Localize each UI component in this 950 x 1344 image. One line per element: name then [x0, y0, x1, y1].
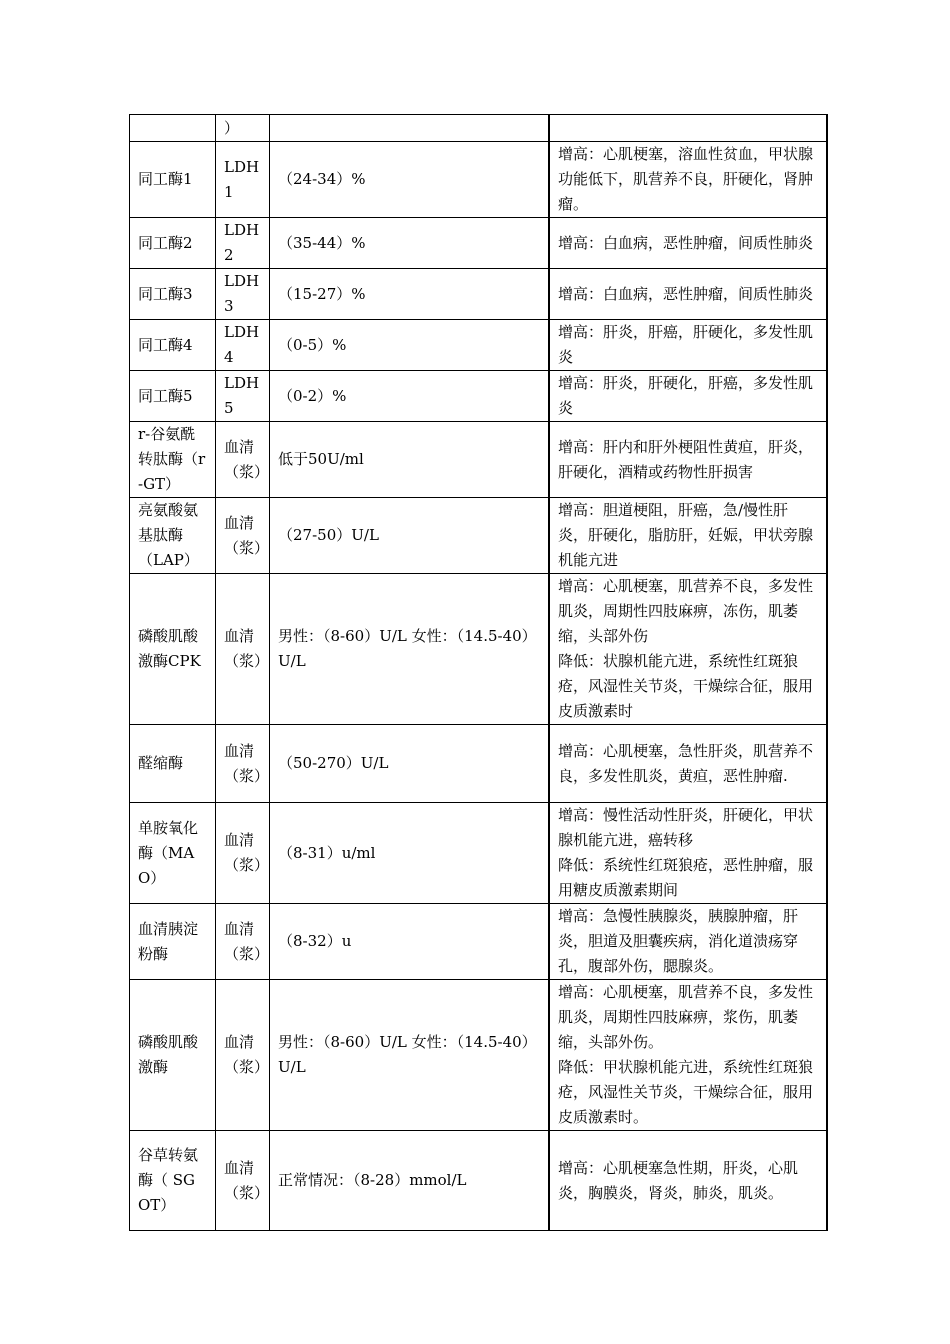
- clinical-notes-cell: [549, 371, 827, 422]
- clinical-note-paragraph: 增高：心肌梗塞，肌营养不良，多发性肌炎，周期性四肢麻痹，浆伤，肌萎缩，头部外伤。: [558, 983, 814, 1051]
- clinical-note-paragraph: 增高：肝炎，肝癌，肝硬化，多发性肌炎: [558, 323, 814, 366]
- reference-range-cell: 男性：（8-60）U/L 女性：（14.5-40）U/L: [270, 574, 550, 725]
- reference-range-cell: 正常情况：（8-28）mmol/L: [270, 1131, 550, 1231]
- specimen-cell: LDH2: [216, 218, 270, 269]
- table-row: [130, 320, 828, 371]
- table-row: [130, 115, 828, 142]
- clinical-note-paragraph: 增高：心肌梗塞，溶血性贫血，甲状腺功能低下，肌营养不良，肝硬化，肾肿瘤。: [558, 145, 814, 213]
- clinical-note-paragraph: 增高：白血病，恶性肿瘤，间质性肺炎: [558, 233, 814, 252]
- enzyme-name-cell: 同工酶4: [130, 320, 216, 371]
- specimen-cell: LDH3: [216, 269, 270, 320]
- clinical-notes-cell: [549, 803, 827, 904]
- reference-range-cell: （24-34）%: [270, 142, 550, 218]
- clinical-notes-cell: [549, 574, 827, 725]
- enzyme-name-cell: 同工酶2: [130, 218, 216, 269]
- specimen-cell: 血清（浆）: [216, 574, 270, 725]
- clinical-note-paragraph: 降低：系统性红斑狼疮，恶性肿瘤，服用糖皮质激素期间: [558, 856, 814, 899]
- table-row: [130, 218, 828, 269]
- clinical-note-paragraph: 降低：状腺机能亢进，系统性红斑狼疮，风湿性关节炎，干燥综合征，服用皮质激素时: [558, 652, 814, 720]
- enzyme-name-cell: 同工酶5: [130, 371, 216, 422]
- table-row: [130, 725, 828, 803]
- clinical-note-paragraph: 增高：胆道梗阻，肝癌，急/慢性肝炎，肝硬化，脂肪肝，妊娠，甲状旁腺机能亢进: [558, 501, 814, 569]
- table-row: [130, 803, 828, 904]
- clinical-notes-cell: [549, 904, 827, 980]
- reference-range-cell: [270, 115, 550, 142]
- specimen-cell: 血清（浆）: [216, 803, 270, 904]
- clinical-notes-cell: [549, 725, 827, 803]
- clinical-notes-cell: [549, 218, 827, 269]
- enzyme-name-cell: 同工酶3: [130, 269, 216, 320]
- reference-range-cell: （8-31）u/ml: [270, 803, 550, 904]
- clinical-notes-cell: [549, 1131, 827, 1231]
- enzyme-name-cell: 血清胰淀粉酶: [130, 904, 216, 980]
- specimen-cell: 血清（浆）: [216, 980, 270, 1131]
- clinical-note-paragraph: 增高：肝内和肝外梗阻性黄疸，肝炎，肝硬化，酒精或药物性肝损害: [558, 437, 814, 481]
- reference-range-cell: 低于50U/ml: [270, 422, 550, 498]
- table-row: [130, 498, 828, 574]
- specimen-cell: LDH4: [216, 320, 270, 371]
- clinical-notes-cell: [549, 115, 827, 142]
- specimen-cell: 血清（浆）: [216, 1131, 270, 1231]
- enzyme-name-cell: 磷酸肌酸激酶: [130, 980, 216, 1131]
- specimen-cell: 血清（浆）: [216, 422, 270, 498]
- enzyme-name-cell: 醛缩酶: [130, 725, 216, 803]
- table-row: [130, 142, 828, 218]
- specimen-cell: ）: [216, 115, 270, 142]
- table-row: [130, 371, 828, 422]
- table-row: [130, 574, 828, 725]
- clinical-note-paragraph: 增高：心肌梗塞，急性肝炎，肌营养不良，多发性肌炎，黄疸，恶性肿瘤.: [558, 741, 814, 785]
- clinical-notes-cell: [549, 422, 827, 498]
- reference-range-cell: （0-5）%: [270, 320, 550, 371]
- enzyme-reference-table: [129, 114, 828, 1231]
- reference-range-cell: （35-44）%: [270, 218, 550, 269]
- enzyme-name-cell: 亮氨酸氨基肽酶（LAP）: [130, 498, 216, 574]
- clinical-notes-cell: [549, 142, 827, 218]
- enzyme-name-cell: 同工酶1: [130, 142, 216, 218]
- clinical-note-paragraph: 增高：心肌梗塞急性期，肝炎，心肌炎，胸膜炎，肾炎，肺炎，肌炎。: [558, 1158, 799, 1202]
- specimen-cell: 血清（浆）: [216, 904, 270, 980]
- table-row: [130, 904, 828, 980]
- clinical-note-paragraph: 增高：肝炎，肝硬化，肝癌，多发性肌炎: [558, 374, 814, 417]
- document-page: [129, 114, 828, 1231]
- reference-range-cell: （27-50）U/L: [270, 498, 550, 574]
- enzyme-name-cell: r-谷氨酰转肽酶（r-GT）: [130, 422, 216, 498]
- reference-range-cell: （15-27）%: [270, 269, 550, 320]
- specimen-cell: LDH5: [216, 371, 270, 422]
- specimen-cell: 血清（浆）: [216, 498, 270, 574]
- clinical-notes-cell: [549, 269, 827, 320]
- clinical-notes-cell: [549, 320, 827, 371]
- enzyme-name-cell: 磷酸肌酸激酶CPK: [130, 574, 216, 725]
- enzyme-name-cell: [130, 115, 216, 142]
- table-row: [130, 269, 828, 320]
- specimen-cell: LDH1: [216, 142, 270, 218]
- clinical-note-paragraph: 增高：急慢性胰腺炎，胰腺肿瘤，肝炎，胆道及胆囊疾病，消化道溃疡穿孔，腹部外伤，腮腺炎。: [558, 907, 799, 975]
- reference-range-cell: （8-32）u: [270, 904, 550, 980]
- reference-range-cell: （50-270）U/L: [270, 725, 550, 803]
- table-row: [130, 1131, 828, 1231]
- enzyme-name-cell: 谷草转氨酶（ SGOT）: [130, 1131, 216, 1231]
- clinical-note-paragraph: 增高：白血病，恶性肿瘤，间质性肺炎: [558, 284, 814, 303]
- clinical-note-paragraph: 增高：心肌梗塞，肌营养不良，多发性肌炎，周期性四肢麻痹，冻伤，肌萎缩，头部外伤: [558, 577, 814, 645]
- reference-range-cell: （0-2）%: [270, 371, 550, 422]
- enzyme-name-cell: 单胺氧化酶（MAO）: [130, 803, 216, 904]
- clinical-notes-cell: [549, 980, 827, 1131]
- table-row: [130, 422, 828, 498]
- reference-range-cell: 男性：（8-60）U/L 女性：（14.5-40）U/L: [270, 980, 550, 1131]
- table-body: [130, 115, 828, 1231]
- specimen-cell: 血清（浆）: [216, 725, 270, 803]
- table-row: [130, 980, 828, 1131]
- clinical-note-paragraph: 增高：慢性活动性肝炎，肝硬化，甲状腺机能亢进，癌转移: [558, 806, 814, 849]
- clinical-notes-cell: [549, 498, 827, 574]
- clinical-note-paragraph: 降低：甲状腺机能亢进，系统性红斑狼疮，风湿性关节炎，干燥综合征，服用皮质激素时。: [558, 1058, 814, 1126]
